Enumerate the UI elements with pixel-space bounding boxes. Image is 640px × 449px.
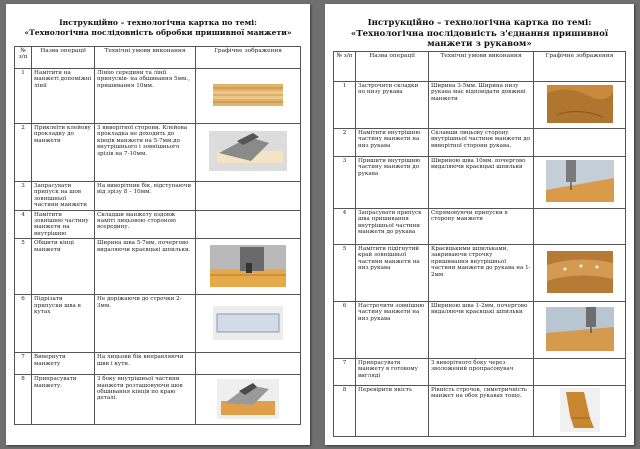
header-operation: Назва операції [356,52,429,82]
row-operation: Запрасувати припуск шва пришивання внутрішньої частини манжети до рукава [356,209,429,245]
table-row [334,157,626,209]
row-operation: Пришити внутрішню частину манжети до рукава [356,157,429,209]
table-row [15,353,301,375]
row-image [196,375,301,425]
table-row [15,295,301,353]
table-row [334,129,626,157]
row-image [534,386,626,437]
header-conditions: Технічні умови виконання [429,52,534,82]
row-operation: Обшити кінці манжети [32,239,95,295]
document-page-1 [6,4,310,445]
row-number: 1 [15,69,32,124]
row-image [534,302,626,359]
table-row [15,210,301,239]
row-conditions: Склавши лицьову сторону внутрішньої частини манжети до виворітної сторони рукава. [429,129,534,157]
row-image [196,239,301,295]
trim-corners-photo [213,306,283,340]
row-conditions: Не доріжаючи до строчки 2-3мм. [95,295,196,353]
table-row [334,82,626,129]
row-number: 8 [15,375,32,425]
table-row [334,359,626,386]
row-number: 8 [334,386,356,437]
row-operation: Намітити підігнутий край зовнішньої частини манжети на низ рукава [356,245,429,302]
row-operation: Застрочити складки по низу рукава [356,82,429,129]
table-row [15,375,301,425]
row-number: 1 [334,82,356,129]
row-image [534,359,626,386]
row-conditions: Ширина 3-5мм. Ширина низу рукава має відповідати довжині манжети [429,82,534,129]
row-number: 5 [334,245,356,302]
row-conditions: Шириною шва 10мм. почергово видаляючи краєвцькі шпильки [429,157,534,209]
row-image [196,353,301,375]
row-number: 3 [15,182,32,211]
row-operation: Приклеїти клейову прокладку до манжети [32,124,95,182]
page-title: Інструкційно – технологічна картка по темі: «Технологічна послідовність обробки пришивної манжети» [24,18,292,37]
row-operation: Припрасувати манжету в готовому вигляді [356,359,429,386]
instruction-table [333,51,626,437]
row-conditions: Краєвцькими шпильками, закриваючи строчку пришивання внутрішньої частини манжети до рукава на 1-2мм [429,245,534,302]
row-operation: Вивернути манжету [32,353,95,375]
sleeve-pleats-photo [547,85,613,123]
sewing-cuff-ends-photo [210,245,286,287]
row-conditions: На лицьови бік виправляючи шви і кути. [95,353,196,375]
table-row [334,302,626,359]
row-image [534,209,626,245]
row-operation: Настрочити зовнішню частину манжети на низ рукава [356,302,429,359]
row-image [534,245,626,302]
row-image [534,82,626,129]
cuff-marking-photo [213,84,283,106]
row-number: 6 [15,295,32,353]
row-image [196,124,301,182]
row-conditions: Рівність строчок, симетричність манжет на обох рукавах тощо. [429,386,534,437]
topstitch-cuff-photo [546,307,614,351]
row-operation: Підрізати припуски шва в кутах [32,295,95,353]
table-row [15,69,301,124]
row-image [196,210,301,239]
row-conditions: Ширина шва 5-7мм, почергово видаляючи краєвцькі шпильки. [95,239,196,295]
header-number: № з/п [334,52,356,82]
row-conditions: Складши манжету вздовж наміті лицьовою стороною всередину. [95,210,196,239]
finished-cuff-photo [560,388,600,432]
row-conditions: Шириною шва 1-2мм, почергово видаляючи краєвцькі шпильки [429,302,534,359]
table-row [15,239,301,295]
row-conditions: Лінію середини та лінії припусків- на обшивання 5мм., пришивання 10мм. [95,69,196,124]
row-image [196,69,301,124]
row-image [196,182,301,211]
row-operation: Намітити на манжеті допоміжні лінії [32,69,95,124]
iron-cuff-photo [217,379,279,419]
table-row [15,182,301,211]
row-number: 4 [15,210,32,239]
table-row [334,245,626,302]
row-number: 5 [15,239,32,295]
document-page-2 [325,4,634,445]
row-number: 7 [15,353,32,375]
row-number: 4 [334,209,356,245]
iron-interfacing-photo [209,131,287,171]
row-number: 7 [334,359,356,386]
table-row [15,124,301,182]
row-operation: Намітити внутрішню частину манжети на низ рукава [356,129,429,157]
header-image: Графічне зображення [534,52,626,82]
header-number: № з/п [15,47,32,69]
sew-cuff-to-sleeve-photo [546,160,614,202]
page-title: Інструкційно – технологічна картка по темі: «Технологічна послідовність з'єднання пришивної манжети з рукавом» [350,18,609,49]
row-conditions: З боку внутрішньої частини манжети розташовуючи шов обшивання кінців по краю деталі. [95,375,196,425]
table-header-row [15,47,301,69]
row-operation: Перевірити якість [356,386,429,437]
row-conditions: На виворітник бік, відступаючи від зрізу 8 – 10мм. [95,182,196,211]
row-conditions: З виворітного боку через зволожений пропрасовувач [429,359,534,386]
row-image [534,157,626,209]
row-image [196,295,301,353]
row-operation: Припрасувати манжету. [32,375,95,425]
row-conditions: Спрямовуючи припуски в сторону манжети [429,209,534,245]
table-row [334,386,626,437]
row-number: 2 [334,129,356,157]
pin-cuff-photo [547,251,613,293]
row-operation: Намітити зовнішню частину манжети на внутрішню [32,210,95,239]
row-operation: Запрасувати припуск на шов зовнішньої частини манжети [32,182,95,211]
row-image [534,129,626,157]
row-number: 2 [15,124,32,182]
header-operation: Назва операції [32,47,95,69]
header-image: Графічне зображення [196,47,301,69]
row-conditions: З виворітної сторони. Клейова прокладка не доходить до кінців манжети на 5-7мм.до внутрішнього і зовнішнього зрізів на 7-10мм. [95,124,196,182]
row-number: 3 [334,157,356,209]
header-conditions: Технічні умови виконання [95,47,196,69]
table-header-row [334,52,626,82]
instruction-table [14,46,301,425]
table-row [334,209,626,245]
row-number: 6 [334,302,356,359]
